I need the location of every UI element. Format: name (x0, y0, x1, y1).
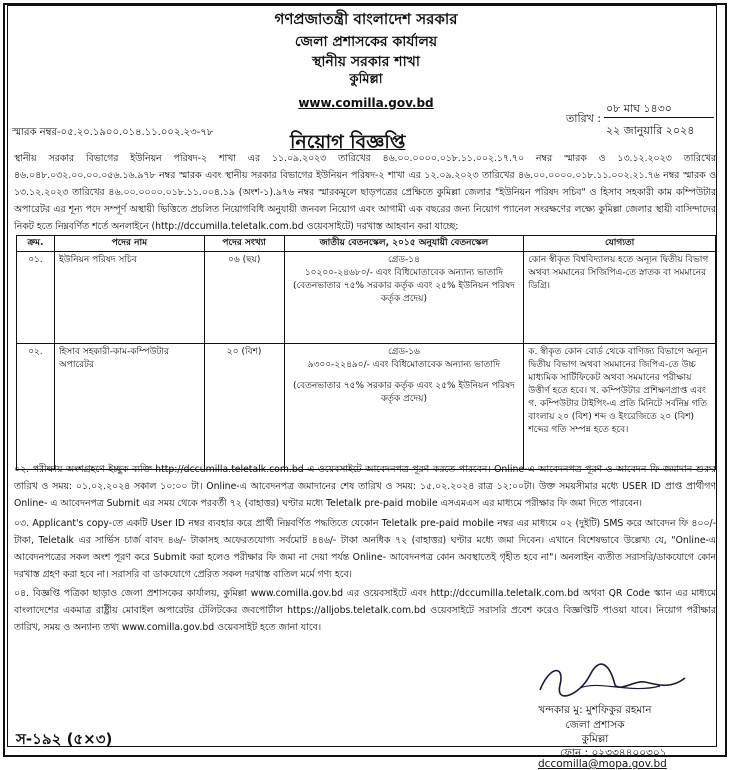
row-serial: ০২. (17, 344, 55, 470)
paragraph-04: ০৪. বিজ্ঞপ্তি পত্রিকা ছাড়াও জেলা প্রশাসকের কার্যালয়, কুমিল্লা www.comilla.gov.bd এর ওয়েবসাইটে এবং http://dccumilla.teletalk.com.bd অথবা QR Code স্ক্যান এর মাধ্যমে বাংলাদেশের একমাত্র রাষ্ট্রীয় মোবাইল অপারেটর টেলিটকের জবপোর্টাল https://alljobs.teletalk.com.bd ওয়েবসাইটে সরাসরি প্রবেশ করেও বিজ্ঞপ্তিটি পাওয়া যাবে। নিয়োগ পরীক্ষার তারিখ, সময় ও অন্যান্য তথ্য www.comilla.gov.bd ওয়েবসাইট হতে জানা যাবে। (14, 588, 716, 633)
signatory-phone: ফোন : ০২৩৩৪৪০০৩০১ (560, 747, 667, 759)
header-branch: স্থানীয় সরকার শাখা (312, 54, 420, 70)
row-grade: গ্রেড-১৪ (387, 255, 420, 265)
col-scale-header: জাতীয় বেতনস্কেল, ২০১৫ অনুযায়ী বেতনস্কেল (284, 236, 524, 252)
row-scale (284, 344, 524, 470)
row-count: ২০ (বিশ) (204, 344, 284, 470)
row-count: ০৬ (ছয়) (204, 252, 284, 344)
signatory-district: কুমিল্লা (581, 733, 609, 745)
row-grade: গ্রেড-১৬ (387, 347, 420, 357)
col-count-header: পদের সংখ্যা (204, 236, 284, 252)
memo-number: স্মারক নম্বর-০৫.২০.১৯০০.০১৪.১১.০০২.২৩-৭৮ (12, 127, 214, 138)
row-scale-text: ৯৩০০-২২৪৯০/- এবং বিধিমোতাবেক অন্যান্য ভাতাদি (307, 360, 501, 370)
header-website-link[interactable]: www.comilla.gov.bd (298, 96, 434, 110)
signatory-name: খন্দকার মু: মুশফিকুর রহমান (538, 704, 652, 716)
header-district: কুমিল্লা (349, 72, 383, 87)
row-post: ইউনিয়ন পরিষদ সচিব (54, 252, 204, 344)
date-english: ২২ জানুয়ারি ২০২৪ (606, 124, 695, 137)
header-office: জেলা প্রশাসকের কার্যালয় (294, 34, 438, 50)
row-scale (284, 252, 524, 344)
intro-paragraph: স্থানীয় সরকার বিভাগের ইউনিয়ন পরিষদ-২ শাখা এর ১১.০৯.২০২৩ তারিখের ৪৬.০০.০০০০.০১৮.১১.০০২.১৭.৭০ নম্বর স্মারক ও ১৩.১২.২০২৩ তারিখের ৪৬.০৪৮.০৩২.০০.০০.০৫৬.১৬.৯৭৮ নম্বর স্মারক এবং স্থানীয় সরকার বিভাগের ইউনিয়ন পরিষদ-২ শাখা এর ১২.০৯.২০২৩ তারিখের ৪৬.০০.০০০০.০১৮.১১.০০২.২১.৭৬ নম্বর স্মারক ও ১৩.১২.২০২৩ তারিখের ৪৬.০০.০০০০.০১৮.১১.০০৪.১৯ (অংশ-১).৯৭৬ নম্বর স্মারকমূলে ছাড়পত্রের প্রেক্ষিতে কুমিল্লা জেলার "ইউনিয়ন পরিষদ সচিব" ও হিসাব সহকারী কাম কম্পিউটার অপারেটর এর শূন্য পদে সম্পূর্ণ অস্থায়ী ভিত্তিতে প্রচলিত নিয়োগবিধি অনুযায়ী জনবল নিয়োগ এবং আগামী এক বছরের জন্য নিয়োগ প্যানেল সংরক্ষণের লক্ষ্যে কুমিল্লা জেলার স্থায়ী বাসিন্দাদের নিকট হতে নিম্নবর্ণিত শর্তে অনলাইনে (http://dccumilla.teletalk.com.bd ওয়েবসাইটে) দরখাস্ত আহবান করা যাচ্ছে: (14, 153, 716, 232)
footer-code: স-১৯২ (৫×৩) (16, 730, 113, 748)
header-government: গণপ্রজাতন্ত্রী বাংলাদেশ সরকার (274, 10, 458, 28)
row-post: হিসাব সহকারী-কাম-কম্পিউটার অপারেটর (54, 344, 204, 470)
paragraph-03: ০৩. Applicant's copy-তে একটি User ID নম্বর ব্যবহার করে প্রার্থী নিম্নবর্ণিত পদ্ধতিতে যেকোন Teletalk pre-paid mobile নম্বর এর মাধ্যমে ০২ (দুইটি) SMS করে আবেদন ফি ৪০০/- টাকা, Teletalk এর সার্ভিস চার্জ বাবদ ৪৬/- টাকাসহ অফেরতযোগ্য সর্বমোট ৪৪৬/- টাকা অনধিক ৭২ (বাহাত্তর) ঘণ্টার মধ্যে জমা দিবেন। এখানে বিশেষভাবে উল্লেখ্য যে, "Online-এ আবেদনপত্রের সকল অংশ পূরণ করে Submit করা হলেও পরীক্ষার ফি জমা না দেয়া পর্যন্ত Online- আবেদনপত্র কোন অবস্থাতেই গৃহীত হবে না"। অনলাইন ব্যতীত সরাসরি/ডাকযোগে কোন দরখাস্ত গ্রহণ করা হবে না। সরাসরি বা ডাকযোগে প্রেরিত সকল দরখাস্ত বাতিল মর্মে গণ্য হবে। (14, 518, 716, 580)
date-label: তারিখ : (566, 112, 602, 125)
paragraph-02: ০২. পরীক্ষায় অংশগ্রহণে ইচ্ছুক ব্যক্তি http://dccumilla.teletalk.com.bd এ ওয়েবসাইটে আবেদনপত্র পূরণ করতে পারবেন। Online-এ আবেদনপত্র পূরণ ও আবেদন ফি জমাদান শুরুর তারিখ ও সময়: ০১.০২.২০২৪ সকাল ১০:০০ টা। Online-এ আবেদনপত্র জমাদানের শেষ তারিখ ও সময়: ১৫.০২.২০২৪ রাত্র ১২:০০টা। উক্ত সময়সীমার মধ্যে USER ID প্রাপ্ত প্রার্থীগণ Online- এ আবেদনপত্র Submit এর সময় থেকে পরবর্তী ৭২ (বাহাত্তর) ঘণ্টার মধ্যে Teletalk pre-paid mobile এসএমএস এর মাধ্যমে পরীক্ষার ফি জমা দিতে পারবেন। (14, 464, 716, 509)
table-header-row (17, 236, 716, 252)
date-divider (604, 117, 714, 118)
table-row (17, 344, 716, 470)
col-post-header: পদের নাম (54, 236, 204, 252)
signatory-email-link[interactable]: dccomilla@mopa.gov.bd (538, 758, 667, 770)
date-bangla: ০৮ মাঘ ১৪৩০ (606, 102, 672, 115)
vacancy-table (16, 235, 716, 470)
col-qualification-header: যোগ্যতা (524, 236, 716, 252)
table-row (17, 252, 716, 344)
signature-image (520, 660, 710, 700)
col-serial-header: ক্রম. (17, 236, 55, 252)
row-serial: ০১. (17, 252, 55, 344)
row-qualification: ক. স্বীকৃত কোন বোর্ড থেকে বাণিজ্য বিভাগে অন্যূন দ্বিতীয় বিভাগ অথবা সমমানের জিপিএ-তে উচ্চ মাধ্যমিক সার্টিফিকেট অথবা সমমানের পরীক্ষায় উত্তীর্ণ হতে হবে। খ. কম্পিউটার প্রশিক্ষণপ্রাপ্ত এবং গ. কম্পিউটার টাইপিং-এ প্রতি মিনিটে সর্বনিম্ন গতি বাংলায় ২০ (বিশ) শব্দ ও ইংরেজিতে ২০ (বিশ) শব্দের গতি সম্পন্ন হতে হবে। (524, 344, 716, 470)
signatory-designation: জেলা প্রশাসক (565, 719, 625, 731)
row-qualification: কোন স্বীকৃত বিশ্ববিদ্যালয় হতে অন্যূন দ্বিতীয় বিভাগ অথবা সমমানের সিজিপিএ-তে স্নাতক বা সমমানের ডিগ্রি। (524, 252, 716, 344)
row-scale-extra: (বেতনভাতার ৭৫% সরকার কর্তৃক এবং ২৫% ইউনিয়ন পরিষদ কর্তৃক প্রদেয়) (292, 381, 515, 404)
page-title: নিয়োগ বিজ্ঞপ্তি (290, 131, 406, 153)
row-scale-text: ১০২০০-২৪৬৮০/- এবং বিধিমোতাবেক অন্যান্য ভাতাদি (বেতনভাতার ৭৫% সরকার কর্তৃক এবং ২৫% ইউনিয়ন পরিষদ কর্তৃক প্রদেয়) (292, 268, 515, 304)
